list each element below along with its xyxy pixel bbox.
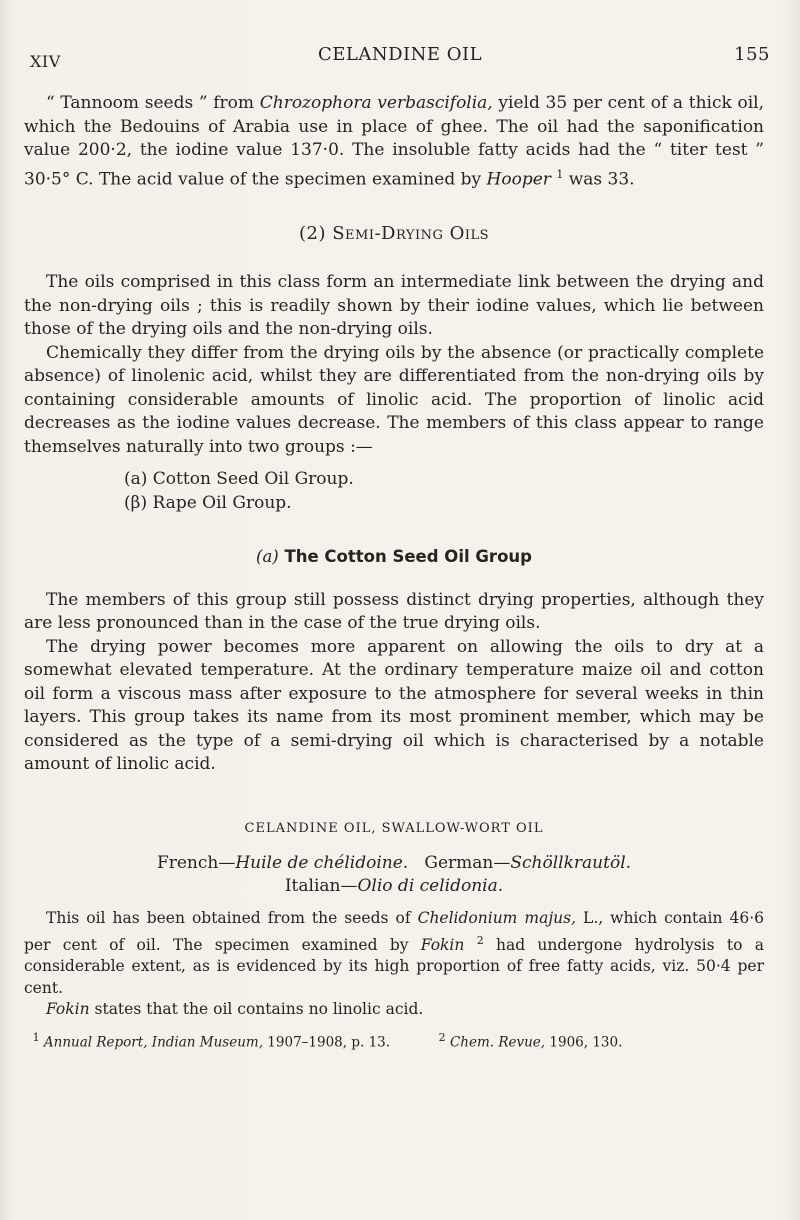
chapter-number: XIV xyxy=(30,52,61,71)
group-item-rape: (β) Rape Oil Group. xyxy=(124,493,292,514)
semi-drying-paragraph-2: Chemically they differ from the drying oils by the absence (or practically complete absence) of linolenic acid, whilst they are differentiated from the non-drying oils by containing considerable amounts of linolic acid. The proportion of linolic acid decreases as the iodine values decrease. The members of this class appear to range themselves naturally into two groups :— xyxy=(24,342,764,457)
intro-paragraph: “ Tannoom seeds ” from Chrozophora verbascifolia, yield 35 per cent of a thick oil, which the Bedouins of Arabia use in place of ghee. The oil had the saponification value 200·2, the iodine value 137·0. The insoluble fatty acids had the “ titer test ” 30·5° C. The acid value of the specimen examined by Hooper $^1$ was 33. xyxy=(24,93,764,190)
page-title: CELANDINE OIL xyxy=(317,44,483,65)
species-name: Chrozophora verbascifolia, xyxy=(259,93,493,113)
footnote-1-source: Annual Report, Indian Museum, xyxy=(43,1034,264,1051)
section-heading-celandine: CELANDINE OIL, SWALLOW-WORT OIL xyxy=(244,820,544,836)
group-list xyxy=(124,467,764,515)
running-header xyxy=(30,44,770,74)
page-number: 155 xyxy=(734,44,770,65)
section-heading-cotton-group: (a) The Cotton Seed Oil Group xyxy=(256,547,532,567)
footnotes: $^1$ Annual Report, Indian Museum, 1907–1908, p. 13. $^2$ Chem. Revue, 1906, 130. xyxy=(32,1030,623,1051)
semi-drying-paragraph-1: The oils comprised in this class form an intermediate link between the drying and the non-drying oils ; this is readily shown by their iodine values, which lie between those of the drying oils and the non-drying oils. xyxy=(24,272,764,340)
footnote-ref: 2 xyxy=(476,933,484,947)
footnote-2-source: Chem. Revue, xyxy=(449,1034,546,1051)
cotton-paragraph-2: The drying power becomes more apparent on allowing the oils to dry at a somewhat elevated temperature. At the ordinary temperature maize oil and cotton oil form a viscous mass after exposure to the atmosphere for several weeks in thin layers. This group takes its name from its most prominent member, which may be considered as the type of a semi-drying oil which is characterised by a notable amount of linolic acid. xyxy=(24,636,764,775)
italian-name: Olio di celidonia. xyxy=(357,876,504,897)
celandine-paragraph-2: Fokin states that the oil contains no linolic acid. xyxy=(46,1000,424,1019)
footnote-ref: 1 xyxy=(556,167,564,181)
celandine-text xyxy=(24,908,764,1051)
section-heading-semi-drying: (2) Semi-Drying Oils xyxy=(298,222,490,244)
page-body xyxy=(24,92,764,1051)
group-item-cotton: (a) Cotton Seed Oil Group. xyxy=(124,469,354,490)
celandine-paragraph-1: This oil has been obtained from the seeds of Chelidonium majus, L., which contain 46·6 per cent of oil. The specimen examined by Fokin $^2$ had undergone hydrolysis to a considerable extent, as is evidenced by its high proportion of free fatty acids, viz. 50·4 per cent. xyxy=(24,909,764,997)
author-name: Hooper xyxy=(486,169,551,190)
cotton-paragraph-1: The members of this group still possess distinct drying properties, although they are less pronounced than in the case of the true drying oils. xyxy=(24,589,764,634)
german-name: Schöllkrautöl. xyxy=(510,853,632,874)
french-name: Huile de chélidoine. xyxy=(235,853,409,874)
foreign-names: French—Huile de chélidoine. German—Schöllkrautöl. Italian—Olio di celidonia. xyxy=(156,853,632,897)
